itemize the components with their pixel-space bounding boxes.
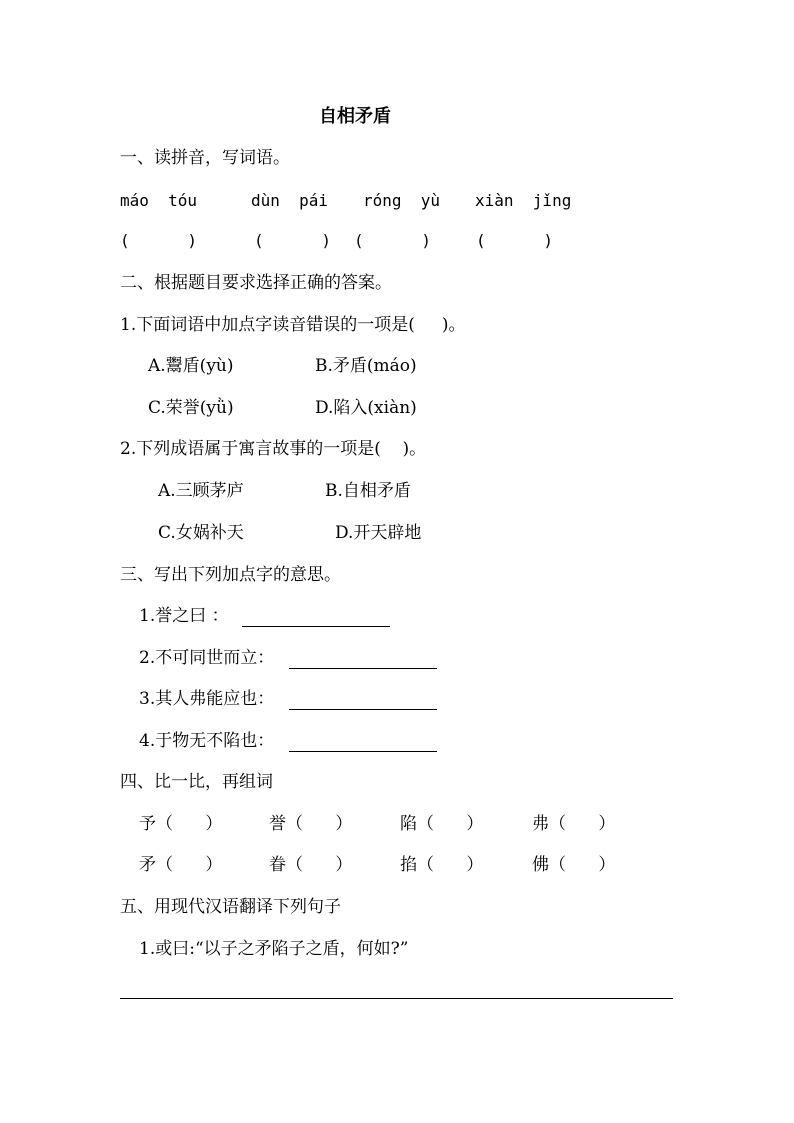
answer-line-3[interactable] [289, 709, 437, 710]
compare-word-3[interactable]: 陷（ ） [400, 814, 484, 834]
question-1-stem: 1.下面词语中加点字读音错误的一项是( )。 [120, 315, 466, 335]
q2-option-a[interactable]: A.三顾茅庐 [158, 481, 244, 501]
answer-bracket-3[interactable]: ( ) [354, 231, 432, 250]
meaning-item-4: 4.于物无不陷也： [139, 731, 275, 751]
meaning-item-3: 3.其人弗能应也： [139, 689, 275, 709]
meaning-item-1: 1.誉之曰 ： [139, 606, 229, 626]
compare-word-6[interactable]: 眷（ ） [269, 855, 353, 875]
compare-word-5[interactable]: 矛（ ） [139, 855, 223, 875]
answer-line-1[interactable] [242, 626, 390, 627]
q2-option-d[interactable]: D.开天辟地 [335, 523, 422, 543]
answer-line-4[interactable] [289, 751, 437, 752]
answer-bracket-4[interactable]: ( ) [476, 231, 554, 250]
question-2-stem: 2.下列成语属于寓言故事的一项是( )。 [120, 439, 427, 459]
compare-word-8[interactable]: 佛（ ） [532, 855, 616, 875]
section-5-heading: 五、用现代汉语翻译下列句子 [120, 897, 341, 917]
answer-bracket-1[interactable]: ( ) [120, 231, 198, 250]
translation-answer-line[interactable] [120, 998, 673, 999]
translate-item-1: 1.或曰:“以子之矛陷子之盾，何如?” [139, 939, 409, 959]
compare-word-2[interactable]: 誉（ ） [269, 814, 353, 834]
q2-option-c[interactable]: C.女娲补天 [158, 523, 244, 543]
section-4-heading: 四、比一比，再组词 [120, 772, 273, 792]
section-2-heading: 二、根据题目要求选择正确的答案。 [120, 273, 392, 293]
pinyin-1: máo tóu [120, 191, 198, 210]
compare-word-7[interactable]: 掐（ ） [400, 855, 484, 875]
section-3-heading: 三、写出下列加点字的意思。 [120, 565, 341, 585]
compare-word-4[interactable]: 弗（ ） [532, 814, 616, 834]
pinyin-2: dùn pái [251, 191, 329, 210]
pinyin-3: róng yù [363, 191, 441, 210]
answer-bracket-2[interactable]: ( ) [254, 231, 332, 250]
meaning-item-2: 2.不可同世而立： [139, 648, 275, 668]
q1-option-b[interactable]: B.矛盾(máo) [315, 356, 417, 376]
q1-option-c[interactable]: C.荣誉(yǜ) [148, 398, 234, 418]
pinyin-4: xiàn jǐng [475, 191, 572, 210]
q1-option-a[interactable]: A.鬻盾(yù) [148, 356, 234, 376]
q2-option-b[interactable]: B.自相矛盾 [325, 481, 411, 501]
page-title: 自相矛盾 [319, 106, 391, 127]
compare-word-1[interactable]: 予（ ） [139, 814, 223, 834]
section-1-heading: 一、读拼音，写词语。 [120, 148, 290, 168]
q1-option-d[interactable]: D.陷入(xiàn) [315, 398, 417, 418]
answer-line-2[interactable] [289, 668, 437, 669]
